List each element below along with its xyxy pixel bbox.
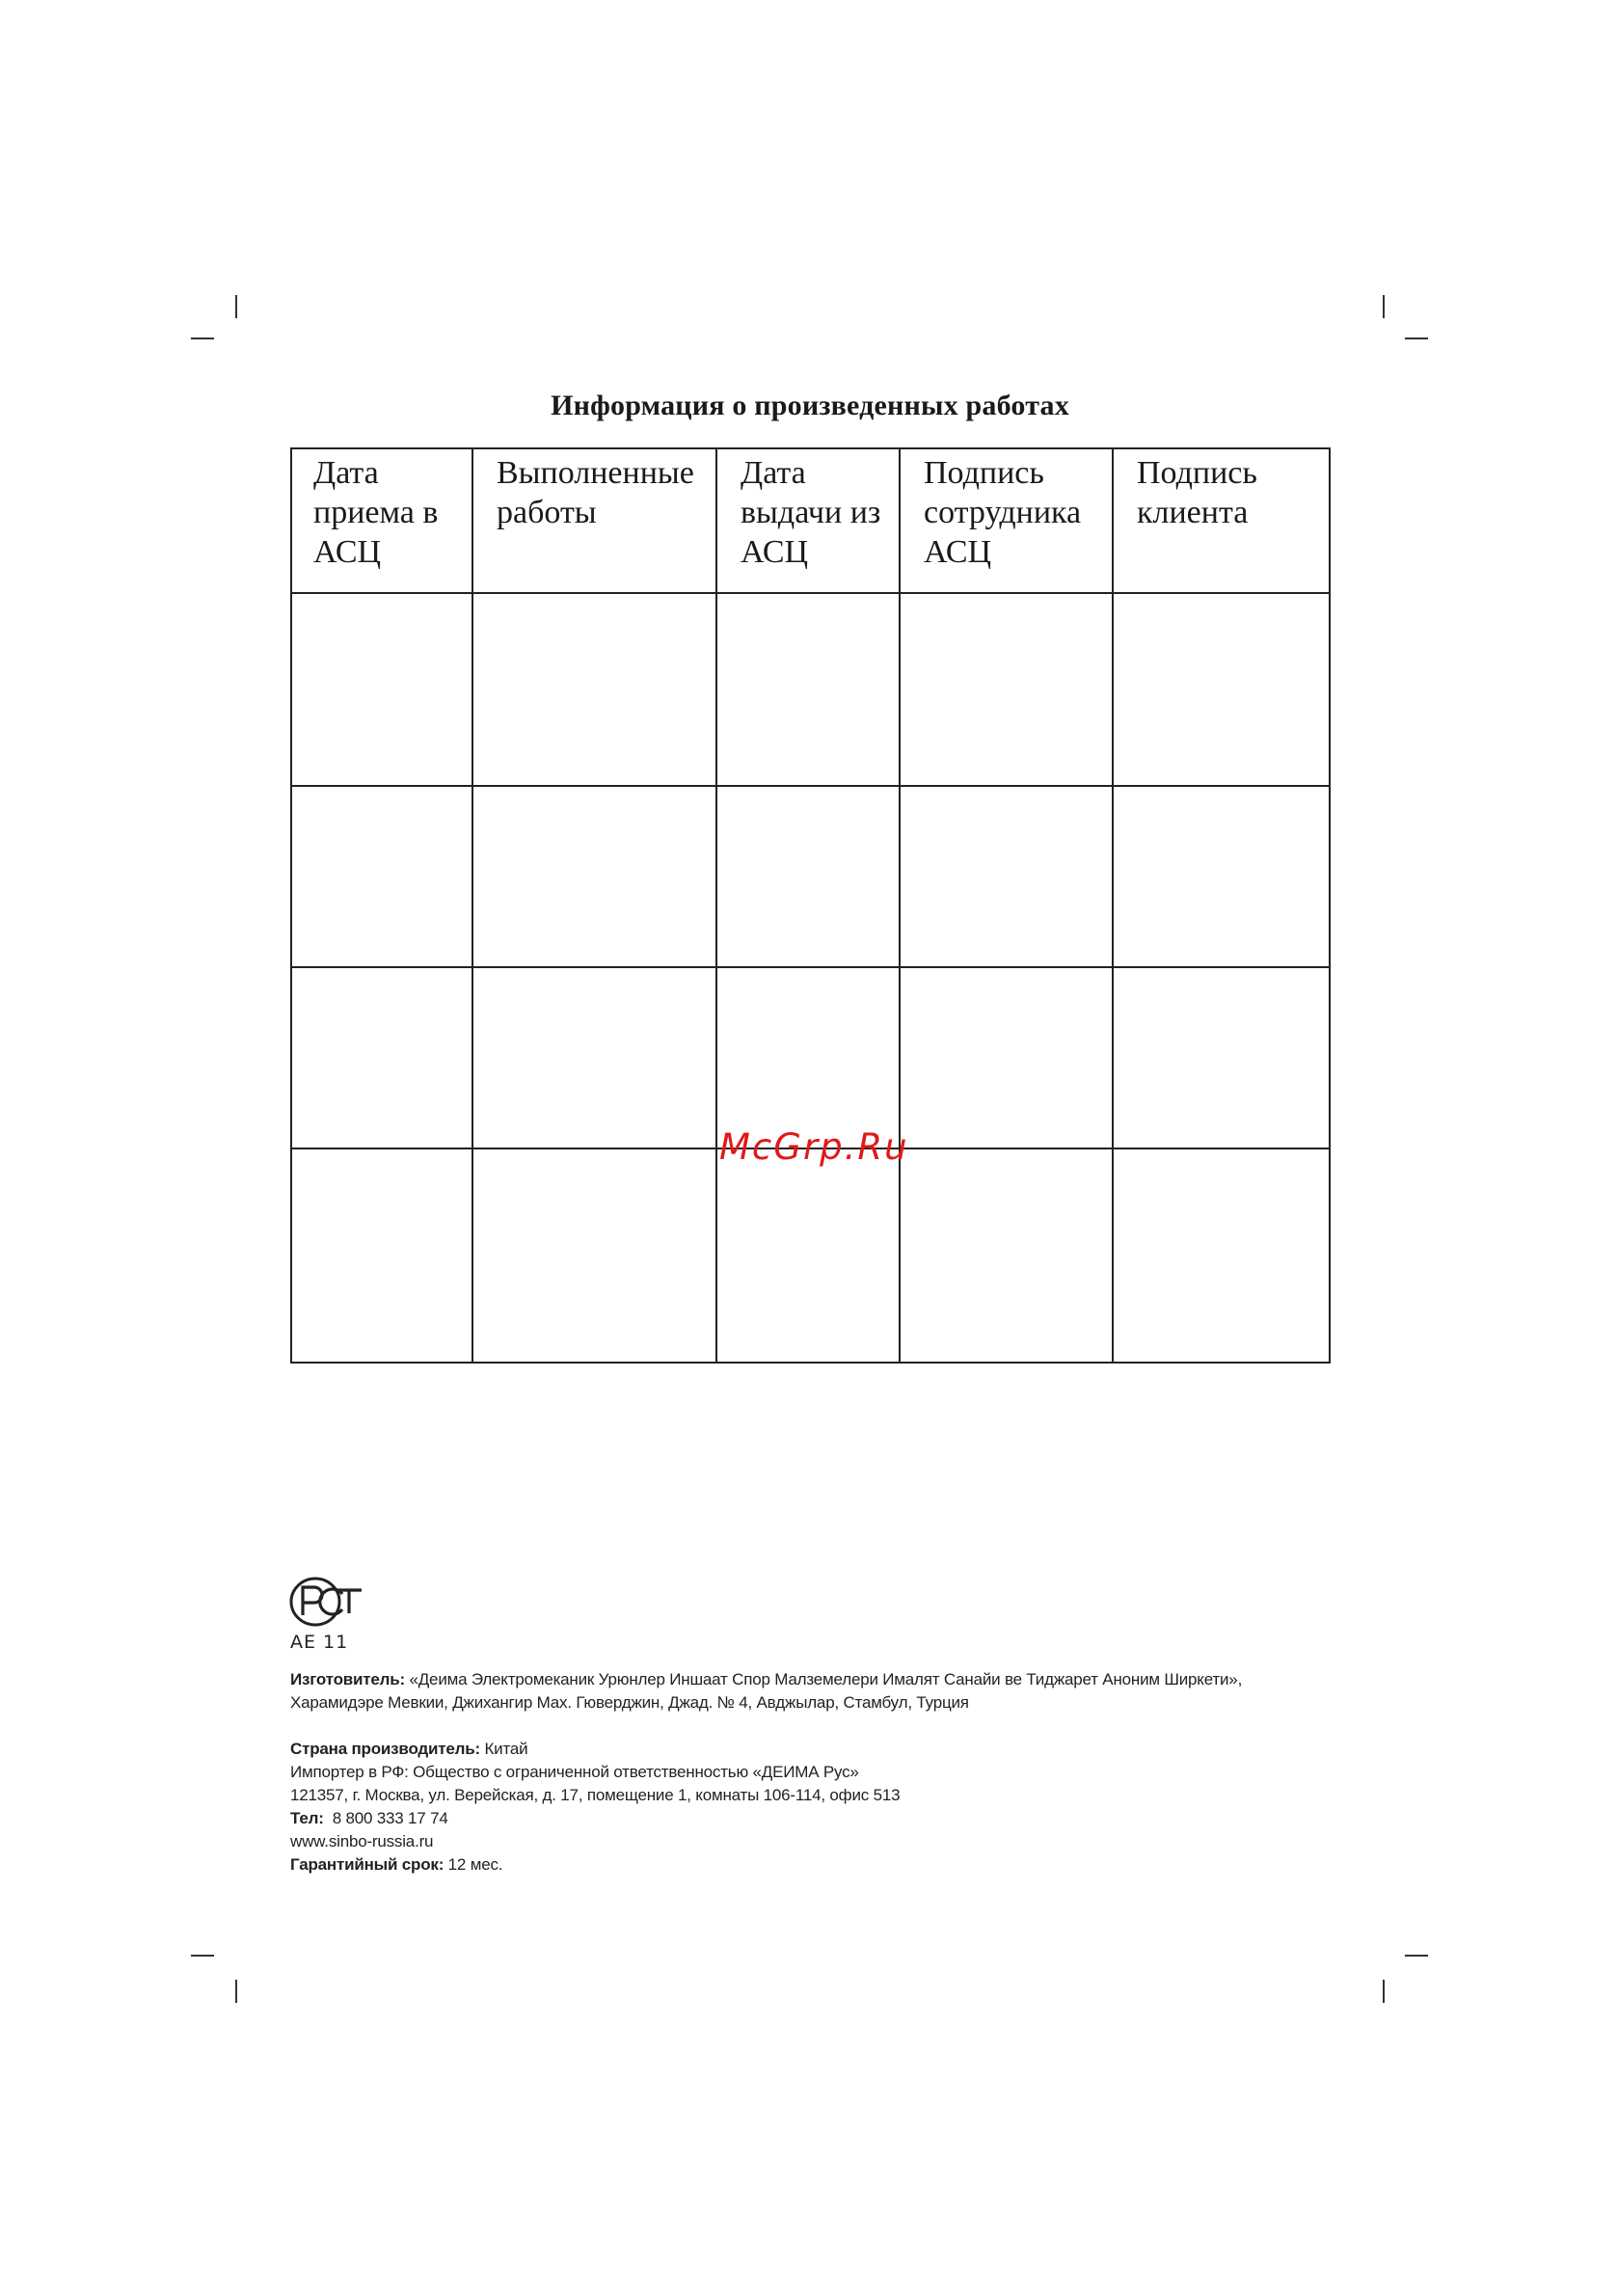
table-row — [291, 967, 1330, 1148]
crop-mark — [191, 1955, 214, 1957]
country-label: Страна производитель: — [290, 1740, 480, 1758]
crop-mark — [1383, 295, 1385, 318]
crop-mark — [1405, 338, 1428, 339]
table-row — [291, 1148, 1330, 1363]
table-cell — [472, 786, 716, 967]
table-cell — [291, 786, 472, 967]
header-work-performed: Выполненные работы — [472, 448, 716, 593]
country-value: Китай — [479, 1740, 528, 1758]
warranty-value: 12 мес. — [444, 1855, 503, 1874]
table-row — [291, 786, 1330, 967]
table-cell — [291, 593, 472, 786]
crop-mark — [1383, 1980, 1385, 2003]
header-date-issued: Дата выдачи из АСЦ — [716, 448, 900, 593]
crop-mark — [191, 338, 214, 339]
crop-mark — [1405, 1955, 1428, 1957]
phone-value: 8 800 333 17 74 — [323, 1809, 448, 1827]
table-cell — [291, 1148, 472, 1363]
importer-address: 121357, г. Москва, ул. Верейская, д. 17, помещение 1, комнаты 106-114, офис 513 — [290, 1786, 901, 1804]
manufacturer-text: «Деима Электромеканик Урюнлер Иншаат Спор Малземелери Ималят Санайи ве Тиджарет Аноним Ширкети», Харамидэре Мевкии, Джихангир Мах. Гюверджин, Джад. № 4, Авджылар, Стамбул, Турция — [290, 1670, 1243, 1712]
certification-code: АЕ 11 — [290, 1632, 349, 1653]
works-table — [290, 447, 1331, 1364]
page-title: Информация о произведенных работах — [551, 390, 1069, 421]
table-cell — [900, 593, 1113, 786]
table-cell — [900, 1148, 1113, 1363]
table-cell — [716, 967, 900, 1148]
table-cell — [1113, 1148, 1330, 1363]
crop-mark — [235, 295, 237, 318]
table-cell — [1113, 967, 1330, 1148]
importer-info — [290, 1738, 1332, 1877]
header-employee-signature: Подпись сотрудника АСЦ — [900, 448, 1113, 593]
table-cell — [291, 967, 472, 1148]
table-cell — [1113, 786, 1330, 967]
table-cell — [472, 967, 716, 1148]
pct-certification-icon — [288, 1575, 365, 1629]
table-cell — [716, 786, 900, 967]
manufacturer-info — [290, 1668, 1332, 1715]
table-cell — [900, 967, 1113, 1148]
crop-mark — [235, 1980, 237, 2003]
website-link[interactable]: www.sinbo-russia.ru — [290, 1832, 434, 1850]
table-cell — [900, 786, 1113, 967]
manufacturer-label: Изготовитель: — [290, 1670, 405, 1688]
table-cell — [716, 593, 900, 786]
phone-label: Тел: — [290, 1809, 324, 1827]
warranty-label: Гарантийный срок: — [290, 1855, 445, 1874]
watermark: McGrp.Ru — [719, 1126, 909, 1168]
header-client-signature: Подпись клиента — [1113, 448, 1330, 593]
table-cell — [716, 1148, 900, 1363]
table-cell — [472, 1148, 716, 1363]
table-cell — [472, 593, 716, 786]
header-date-received: Дата приема в АСЦ — [291, 448, 472, 593]
table-header-row — [291, 448, 1330, 593]
importer-text: Импортер в РФ: Общество с ограниченной ответственностью «ДЕИМА Рус» — [290, 1763, 859, 1781]
table-cell — [1113, 593, 1330, 786]
table-row — [291, 593, 1330, 786]
